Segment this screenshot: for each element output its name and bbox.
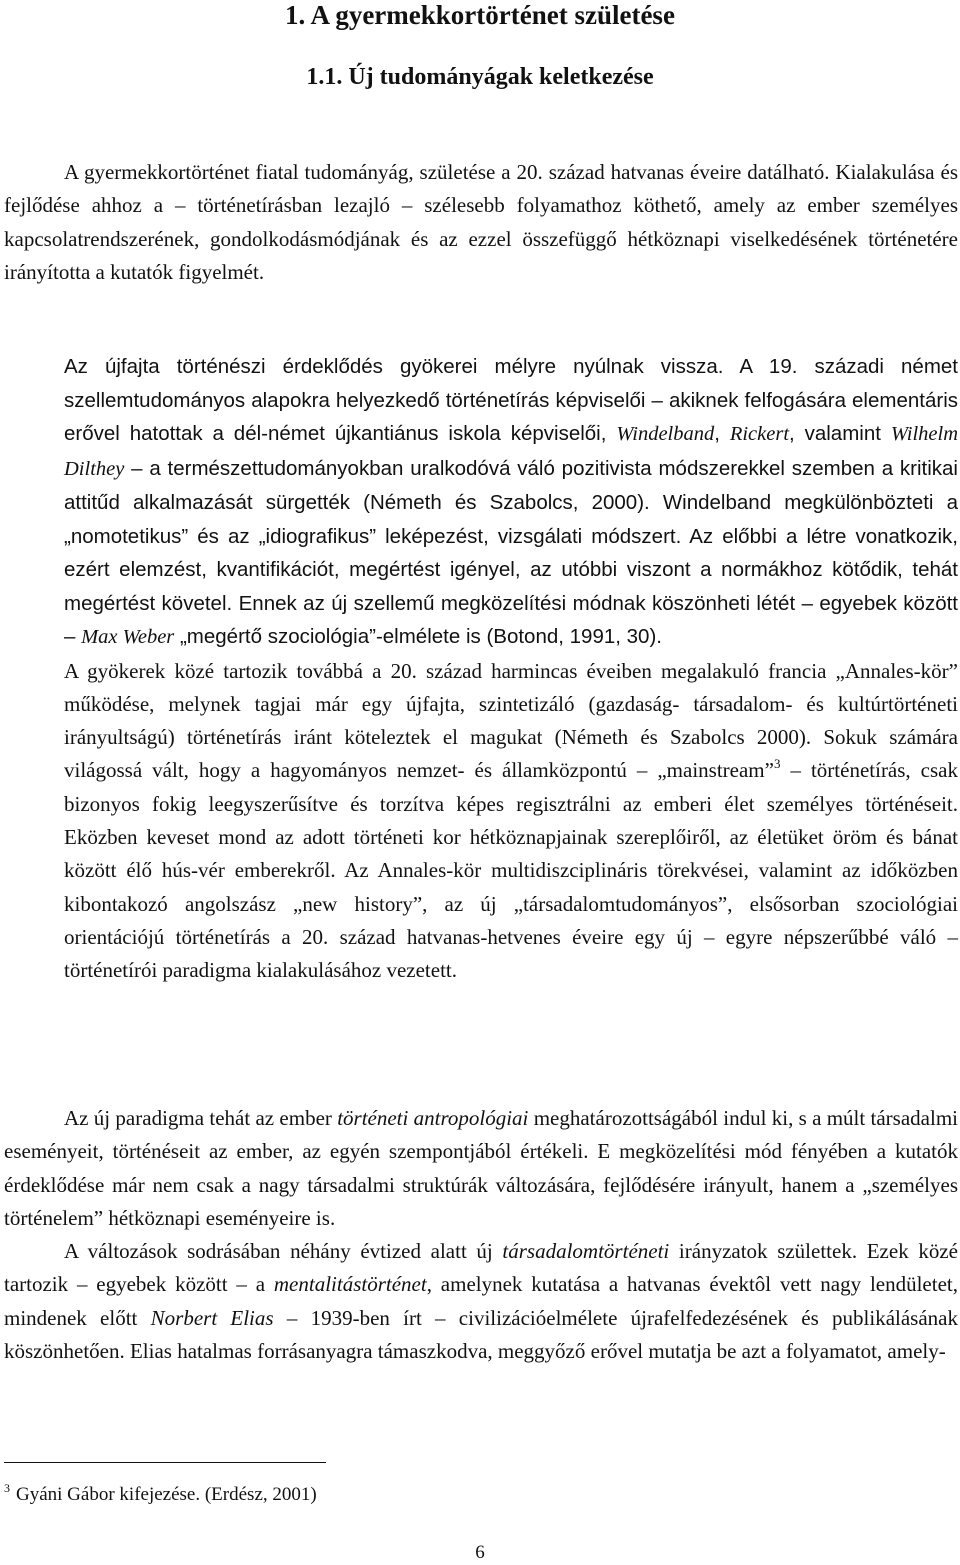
text-run: A gyökerek közé tartozik továbbá a 20. század harmincas éveiben megalakuló francia „Annales-kör” működése, melynek tagjai már egy újfajta, szintetizáló (gazdaság- társadalom- és kultúrtörténeti irányultságú) történetírás iránt köteleztek el magukat (Németh és Szabolcs 2000). Sokuk számára világossá vált, hogy a hagyományos nemzet- és államközpontú – „mainstream” (64, 658, 958, 783)
roots-paragraph-1 (64, 350, 958, 655)
paradigm-paragraph-1 (4, 1102, 958, 1235)
footnote-reference[interactable]: 3 (773, 756, 781, 772)
term: mentalitástörténet (273, 1272, 427, 1297)
text-run: meghatározottságából indul ki, s a múlt társadalmi eseményeit, történéseit az ember, az egyén szempontjából értékeli. E megközelítési mód fényében a kutatók érdeklődése már nem csak a nagy társadalmi struktúrák változására, fejlődésére irányult, hanem a „személyes történelem” hétköznapi eseményeire is. (4, 1106, 958, 1230)
footnote-divider (4, 1462, 326, 1463)
text-run: – 1939-ben írt – civilizációelmélete újrafelfedezésének és publikálásának köszönhetően. Elias hatalmas forrásanyagra támaszkodva, meggyőző erővel mutatja be azt a folyamatot, amely- (4, 1305, 958, 1364)
text-run: – történetírás, csak bizonyos fokig leegyszerűsítve és torzítva képes regisztrálni az emberi élet személyes történéseit. Eközben keveset mond az adott történeti kor hétköznapjainak szereplőiről, az életüket öröm és bánat között élő hús-vér emberekről. Az Annales-kör multidiszciplináris törekvései, valamint az időközben kibontakozó angolszász „new history”, az új „társadalomtudományos”, elsősorban szociológiai orientációjú történetírás a 20. század hatvanas-hetvenes éveire egy új – egyre népszerűbbé váló – történetírói paradigma kialakulásához vezetett. (64, 758, 958, 983)
text-run: , (714, 422, 730, 445)
section-title: 1.1. Új tudományágak keletkezése (306, 64, 654, 90)
person-name: Wilhelm Dilthey (64, 423, 958, 480)
person-name: Rickert (729, 423, 790, 445)
text-run: Az újfajta történészi érdeklődés gyökerei mélyre nyúlnak vissza. A 19. századi német szellemtudományos alapokra helyezkedő történetírás képviselői – akiknek felfogására elementáris erővel hatottak a dél-német újkantiánus iskola képviselői, (64, 355, 958, 445)
footnote-number: 3 (4, 1481, 10, 1495)
paradigm-section (4, 1102, 958, 1368)
text-run: Az új paradigma tehát az ember (64, 1106, 338, 1130)
footnote-text: Gyáni Gábor kifejezése. (Erdész, 2001) (16, 1484, 317, 1505)
text-run: A változások sodrásában néhány évtized alatt új (64, 1239, 503, 1264)
term: társadalomtörténeti (502, 1239, 670, 1264)
text-run: , valamint (789, 422, 891, 445)
person-name: Max Weber (81, 626, 175, 648)
text-run: , amelynek kutatása a hatvanas évektôl vett nagy lendületet, mindenek előtt (4, 1272, 958, 1330)
text-run: „megértő szociológia”-elmélete is (Botond, 1991, 30). (174, 625, 662, 648)
page-number: 6 (475, 1542, 485, 1563)
person-name: Norbert Elias (150, 1305, 274, 1330)
paradigm-paragraph-2 (4, 1235, 958, 1368)
roots-section (64, 350, 958, 987)
text-run: – a természettudományokban uralkodóvá váló pozitivista módszerekkel szemben a kritikai attitűd alkalmazását sürgették (Németh és Szabolcs, 2000). Windelband megkülönbözteti a „nomotetikus” és az „idiografikus” leképezést, vizsgálati módszert. Az előbbi a létre vonatkozik, ezért elemzést, kvantifikációt, megértést igényel, az utóbbi viszont a normákhoz kötődik, tehát megértést követel. Ennek az új szellemű megközelítési módnak köszönheti létét – egyebek között – (64, 456, 958, 648)
person-name: Windelband (616, 423, 715, 445)
term: történeti antropológiai (337, 1106, 529, 1130)
intro-section (4, 156, 958, 289)
footnote (4, 1476, 317, 1507)
intro-paragraph: A gyermekkortörténet fiatal tudományág, születése a 20. század hatvanas éveire datálható. Kialakulása és fejlődése ahhoz a – történetírásban lezajló – szélesebb folyamathoz köthető, amely az ember személyes kapcsolatrendszerének, gondolkodásmódjának és az ezzel összefüggő hétköznapi viselkedésének történetére irányította a kutatók figyelmét. (4, 160, 958, 284)
roots-paragraph-2 (64, 655, 958, 988)
text-run: irányzatok születtek. Ezek közé tartozik – egyebek között – a (4, 1239, 958, 1297)
chapter-title: 1. A gyermekkortörténet születése (285, 0, 675, 30)
